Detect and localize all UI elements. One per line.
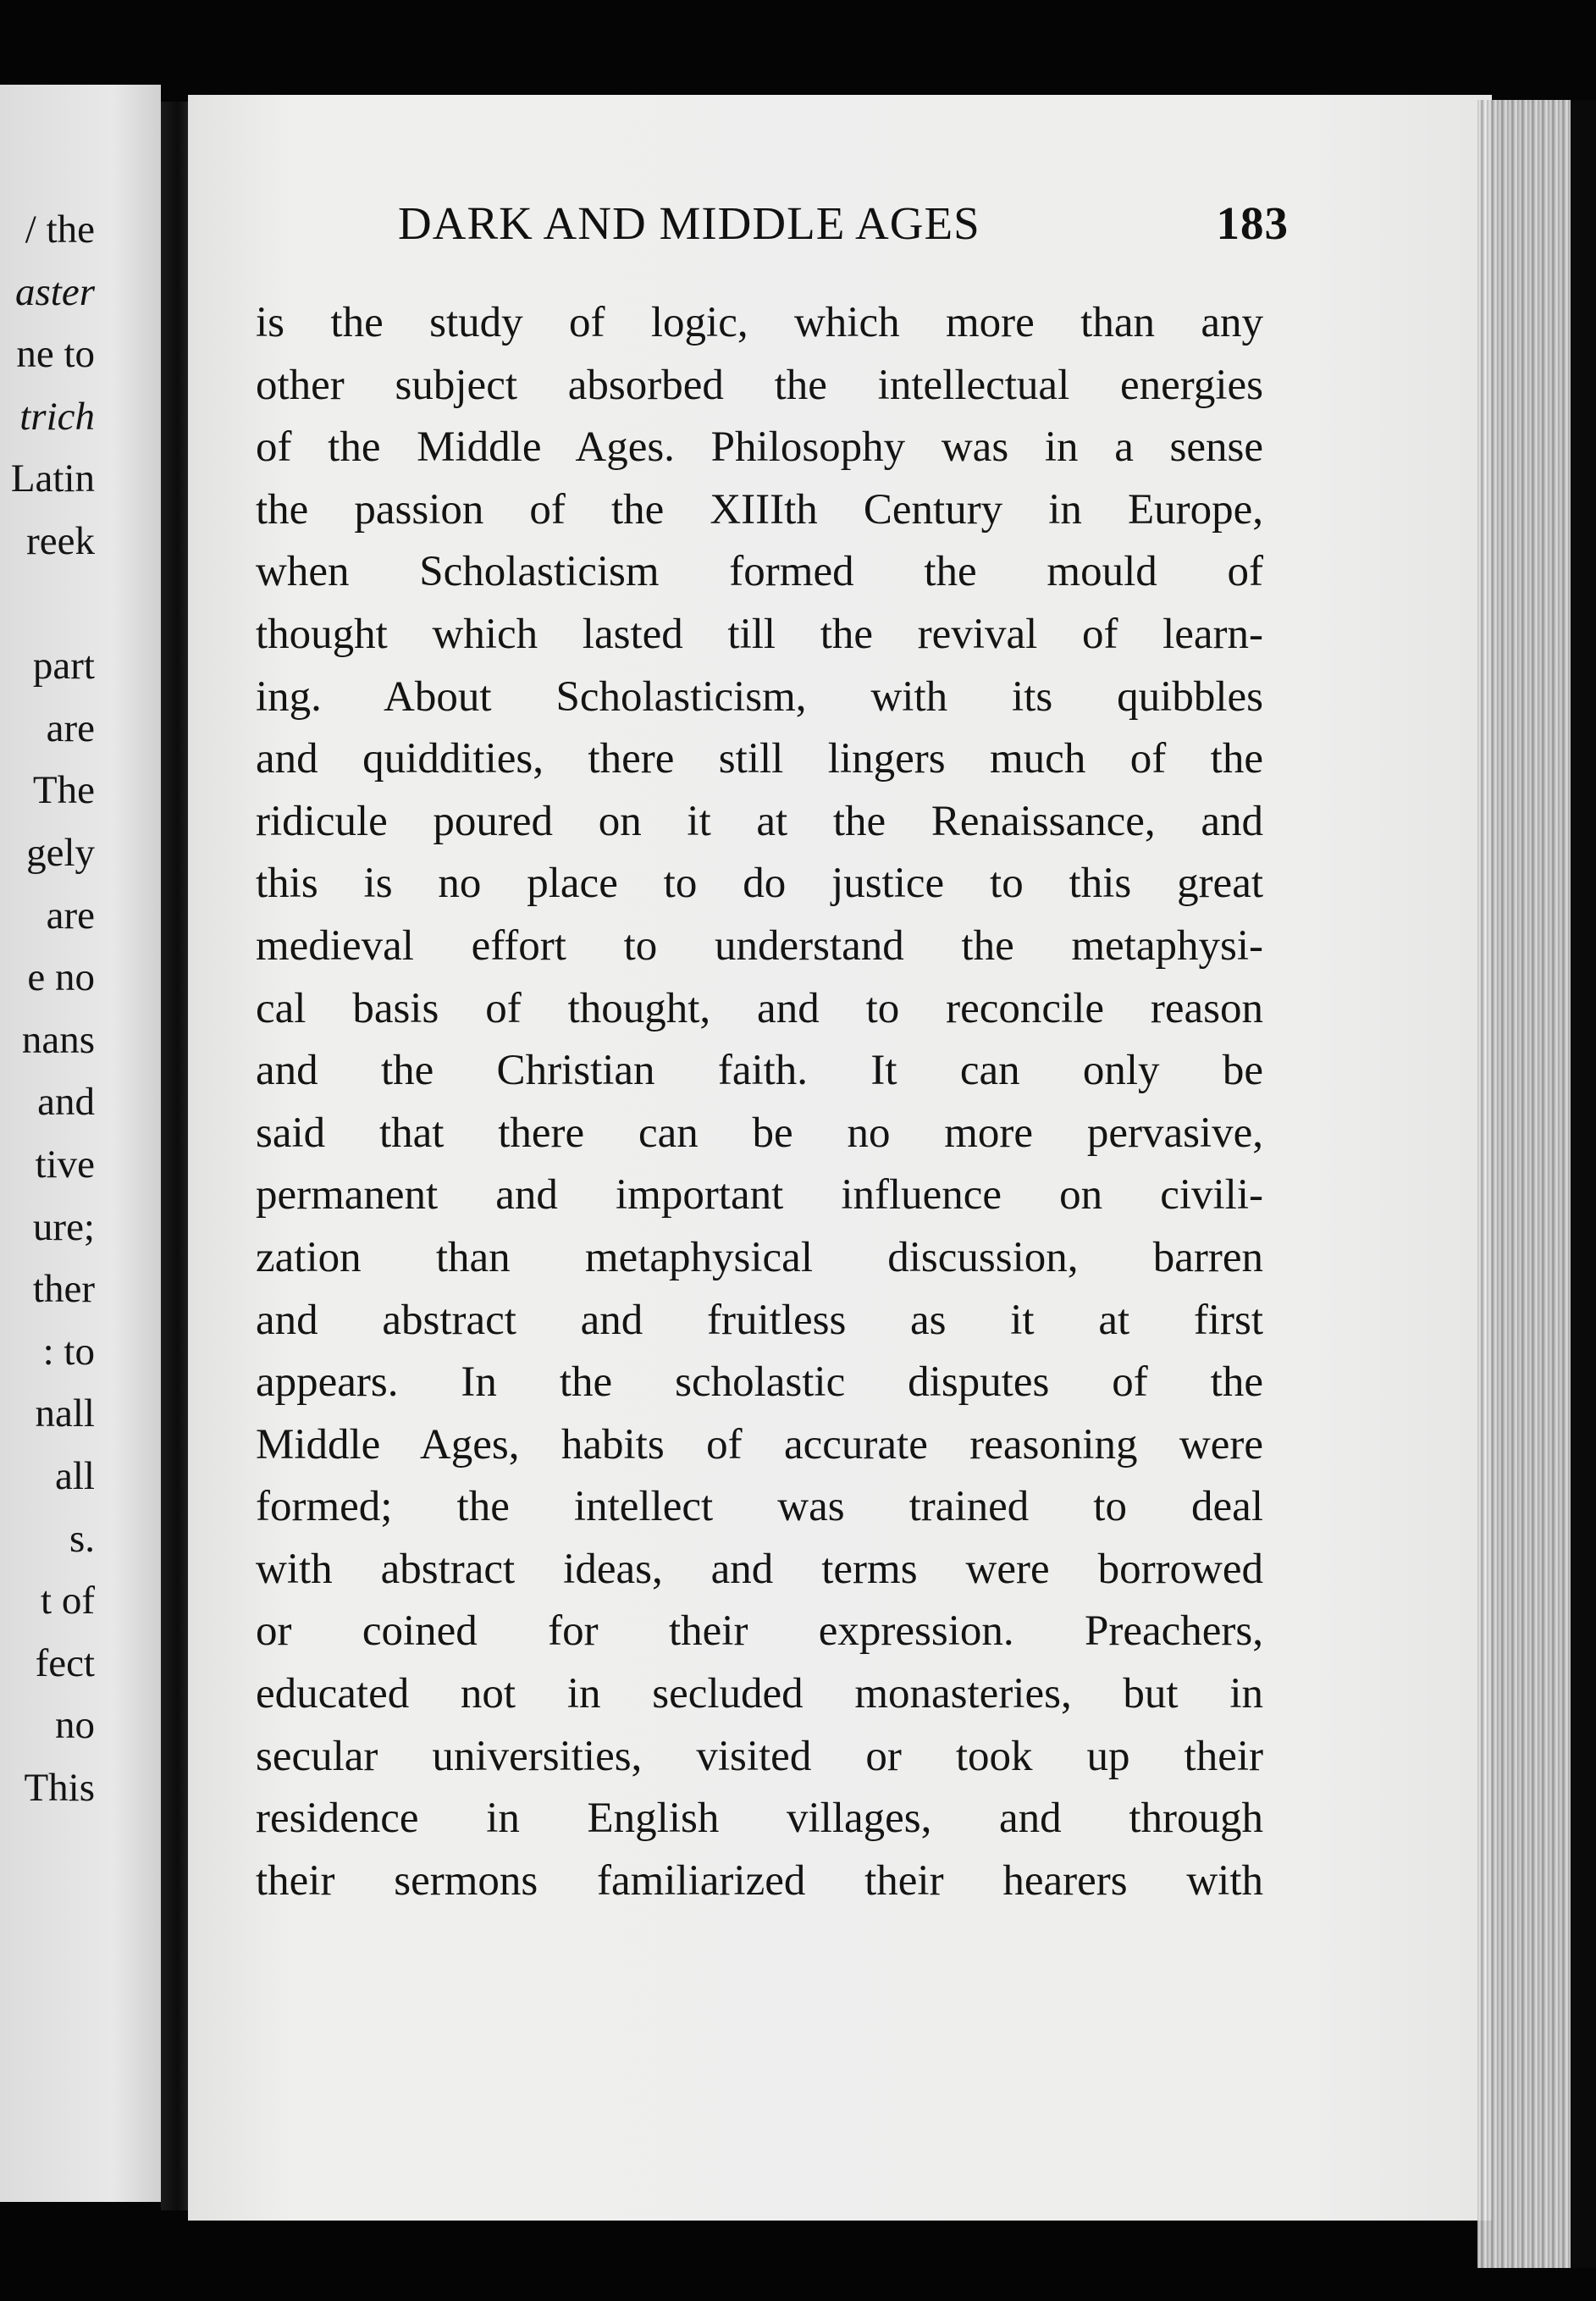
page-number: 183 [1216, 197, 1289, 249]
text-line: ing. About Scholasticism, with its quibbles [256, 672, 1263, 721]
previous-page-line: and [37, 1080, 95, 1125]
text-line: Middle Ages, habits of accurate reasoning were [256, 1420, 1263, 1469]
text-line: ridicule poured on it at the Renaissance, and [256, 797, 1263, 845]
running-head: DARK AND MIDDLE AGES [398, 197, 980, 249]
text-line: and abstract and fruitless as it at first [256, 1296, 1263, 1344]
text-line: secular universities, visited or took up their [256, 1732, 1263, 1780]
text-line: medieval effort to understand the metaphysi- [256, 921, 1263, 970]
body-text [256, 292, 1263, 1912]
text-line: and quiddities, there still lingers much of the [256, 735, 1263, 783]
previous-page-line: t of [41, 1579, 95, 1623]
text-line: is the study of logic, which more than any [256, 299, 1263, 346]
previous-page-line: The [32, 768, 95, 813]
text-line: their sermons familiarized their hearers with [256, 1856, 1263, 1905]
text-line: and the Christian faith. It can only be [256, 1047, 1263, 1095]
text-line: when Scholasticism formed the mould of [256, 548, 1263, 596]
text-line: educated not in secluded monasteries, but in [256, 1670, 1263, 1718]
previous-page-line: ne to [16, 332, 95, 377]
previous-page-line: no [55, 1703, 95, 1748]
page-edges [1477, 100, 1575, 2268]
text-line: cal basis of thought, and to reconcile reason [256, 984, 1263, 1032]
text-line: other subject absorbed the intellectual energies [256, 361, 1263, 409]
previous-page-line: tive [35, 1142, 95, 1186]
book-gutter [161, 102, 190, 2210]
page-edges-shadow [1571, 100, 1596, 2268]
previous-page-line: nall [35, 1391, 95, 1436]
previous-page-line: part [32, 644, 95, 689]
previous-page-line: : to [42, 1329, 95, 1374]
previous-page-line: nans [21, 1017, 95, 1062]
previous-page-line: s. [69, 1516, 95, 1561]
previous-page-line: fect [35, 1640, 95, 1685]
text-line: or coined for their expression. Preachers, [256, 1607, 1263, 1656]
previous-page-line: aster [15, 269, 95, 314]
text-line: formed; the intellect was trained to deal [256, 1483, 1263, 1531]
text-line: said that there can be no more pervasive, [256, 1109, 1263, 1157]
previous-page-line: ure; [32, 1204, 95, 1249]
text-line: residence in English villages, and through [256, 1795, 1263, 1843]
previous-page-line: gely [26, 831, 95, 875]
text-line: zation than metaphysical discussion, barren [256, 1233, 1263, 1281]
page-header [398, 196, 1289, 247]
previous-page-line: ther [32, 1267, 95, 1312]
previous-page-line: are [46, 705, 95, 750]
previous-page-line: / the [25, 207, 95, 252]
text-line: permanent and important influence on civili- [256, 1171, 1263, 1220]
previous-page [0, 85, 161, 2202]
text-line: thought which lasted till the revival of learn- [256, 610, 1263, 658]
text-line: of the Middle Ages. Philosophy was in a sense [256, 423, 1263, 472]
previous-page-line: This [24, 1766, 95, 1810]
previous-page-line: trich [19, 394, 95, 439]
text-line: the passion of the XIIIth Century in Europe, [256, 485, 1263, 534]
previous-page-line: are [46, 893, 95, 938]
text-line: this is no place to do justice to this great [256, 860, 1263, 908]
previous-page-line: all [55, 1454, 95, 1498]
text-line: appears. In the scholastic disputes of the [256, 1358, 1263, 1407]
previous-page-line: Latin [10, 456, 95, 501]
previous-page-line: e no [27, 955, 95, 1000]
previous-page-line: reek [26, 519, 95, 563]
text-line: with abstract ideas, and terms were borrowed [256, 1545, 1263, 1593]
